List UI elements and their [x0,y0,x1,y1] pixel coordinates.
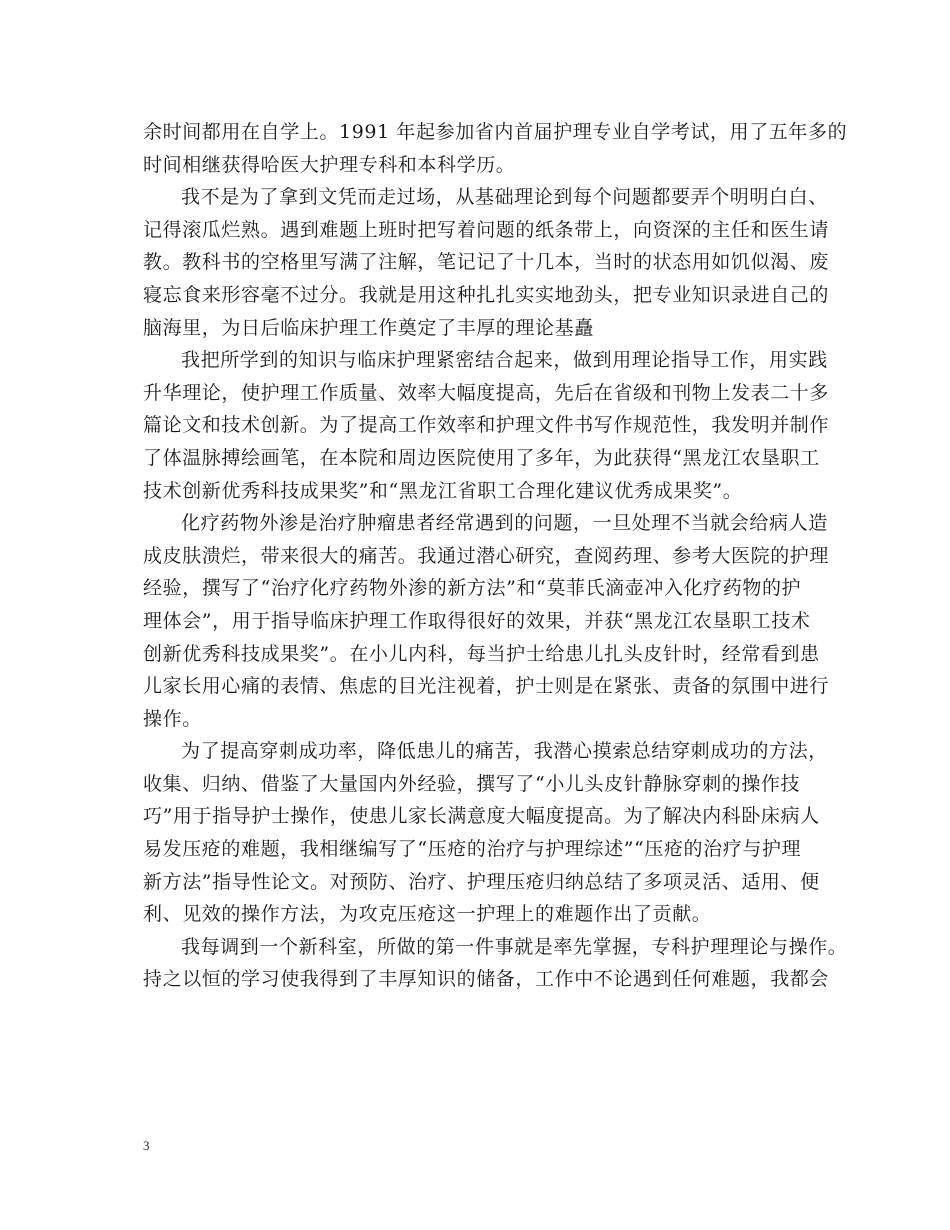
text-line: 操作。 [143,707,202,730]
text-line: 创新优秀科技成果奖”。在小儿内科，每当护士给患儿扎头皮针时，经常看到患 [143,642,820,665]
text-line: 升华理论，使护理工作质量、效率大幅度提高，先后在省级和刊物上发表二十多 [143,381,830,404]
text-line: 脑海里，为日后临床护理工作奠定了丰厚的理论基矗 [143,316,594,339]
body-text [143,116,848,996]
paragraph [143,181,830,344]
page-number: 3 [143,1138,150,1153]
text-line: 教。教科书的空格里写满了注解，笔记记了十几本，当时的状态用如饥似渴、废 [143,251,830,274]
text-line: 我不是为了拿到文凭而走过场，从基础理论到每个问题都要弄个明明白白、 [181,186,828,209]
text-line: 成皮肤溃烂，带来很大的痛苦。我通过潜心研究，查阅药理、参考大医院的护理 [143,544,830,567]
text-line: 新方法”指导性论文。对预防、治疗、护理压疮归纳总结了多项灵活、适用、便 [143,870,820,893]
text-line: 我每调到一个新科室，所做的第一件事就是率先掌握，专科护理理论与操作。 [181,935,848,958]
text-line: 时间相继获得哈医大护理专科和本科学历。 [143,153,516,176]
text-line: 儿家长用心痛的表情、焦虑的目光注视着，护士则是在紧张、责备的氛围中进行 [143,675,830,698]
paragraph [143,344,830,507]
text-line: 为了提高穿刺成功率，降低患儿的痛苦，我潜心摸索总结穿刺成功的方法， [181,740,828,763]
text-line: 收集、归纳、借鉴了大量国内外经验，撰写了“小儿头皮针静脉穿刺的操作技 [143,772,801,795]
text-line: 了体温脉搏绘画笔，在本院和周边医院使用了多年，为此获得“黑龙江农垦职工 [143,446,820,469]
text-line: 记得滚瓜烂熟。遇到难题上班时把写着问题的纸条带上，向资深的主任和医生请 [143,218,830,241]
text-line: 利、见效的操作方法，为攻克压疮这一护理上的难题作出了贡献。 [143,903,712,926]
text-line: 易发压疮的难题，我相继编写了“压疮的治疗与护理综述”“压疮的治疗与护理 [143,838,802,861]
paragraph [143,931,848,996]
text-line: 我把所学到的知识与临床护理紧密结合起来，做到用理论指导工作，用实践 [181,349,828,372]
text-line: 化疗药物外渗是治疗肿瘤患者经常遇到的问题，一旦处理不当就会给病人造 [181,512,828,535]
paragraph [143,507,830,735]
paragraph [143,116,848,181]
text-line: 巧”用于指导护士操作，使患儿家长满意度大幅度提高。为了解决内科卧床病人 [143,805,820,828]
text-line: 余时间都用在自学上。1991 年起参加省内首届护理专业自学考试，用了五年多的 [143,121,848,143]
text-line: 篇论文和技术创新。为了提高工作效率和护理文件书写作规范性，我发明并制作 [143,414,830,437]
text-line: 技术创新优秀科技成果奖”和“黑龙江省职工合理化建议优秀成果奖”。 [143,479,743,502]
text-line: 寝忘食来形容毫不过分。我就是用这种扎扎实实地劲头，把专业知识录进自己的 [143,283,830,306]
text-line: 经验，撰写了“治疗化疗药物外渗的新方法”和“莫菲氏滴壶冲入化疗药物的护 [143,577,802,600]
paragraph [143,735,828,931]
text-line: 持之以恒的学习使我得到了丰厚知识的储备，工作中不论遇到任何难题，我都会 [143,968,830,991]
text-line: 理体会”，用于指导临床护理工作取得很好的效果，并获“黑龙江农垦职工技术 [143,609,811,632]
